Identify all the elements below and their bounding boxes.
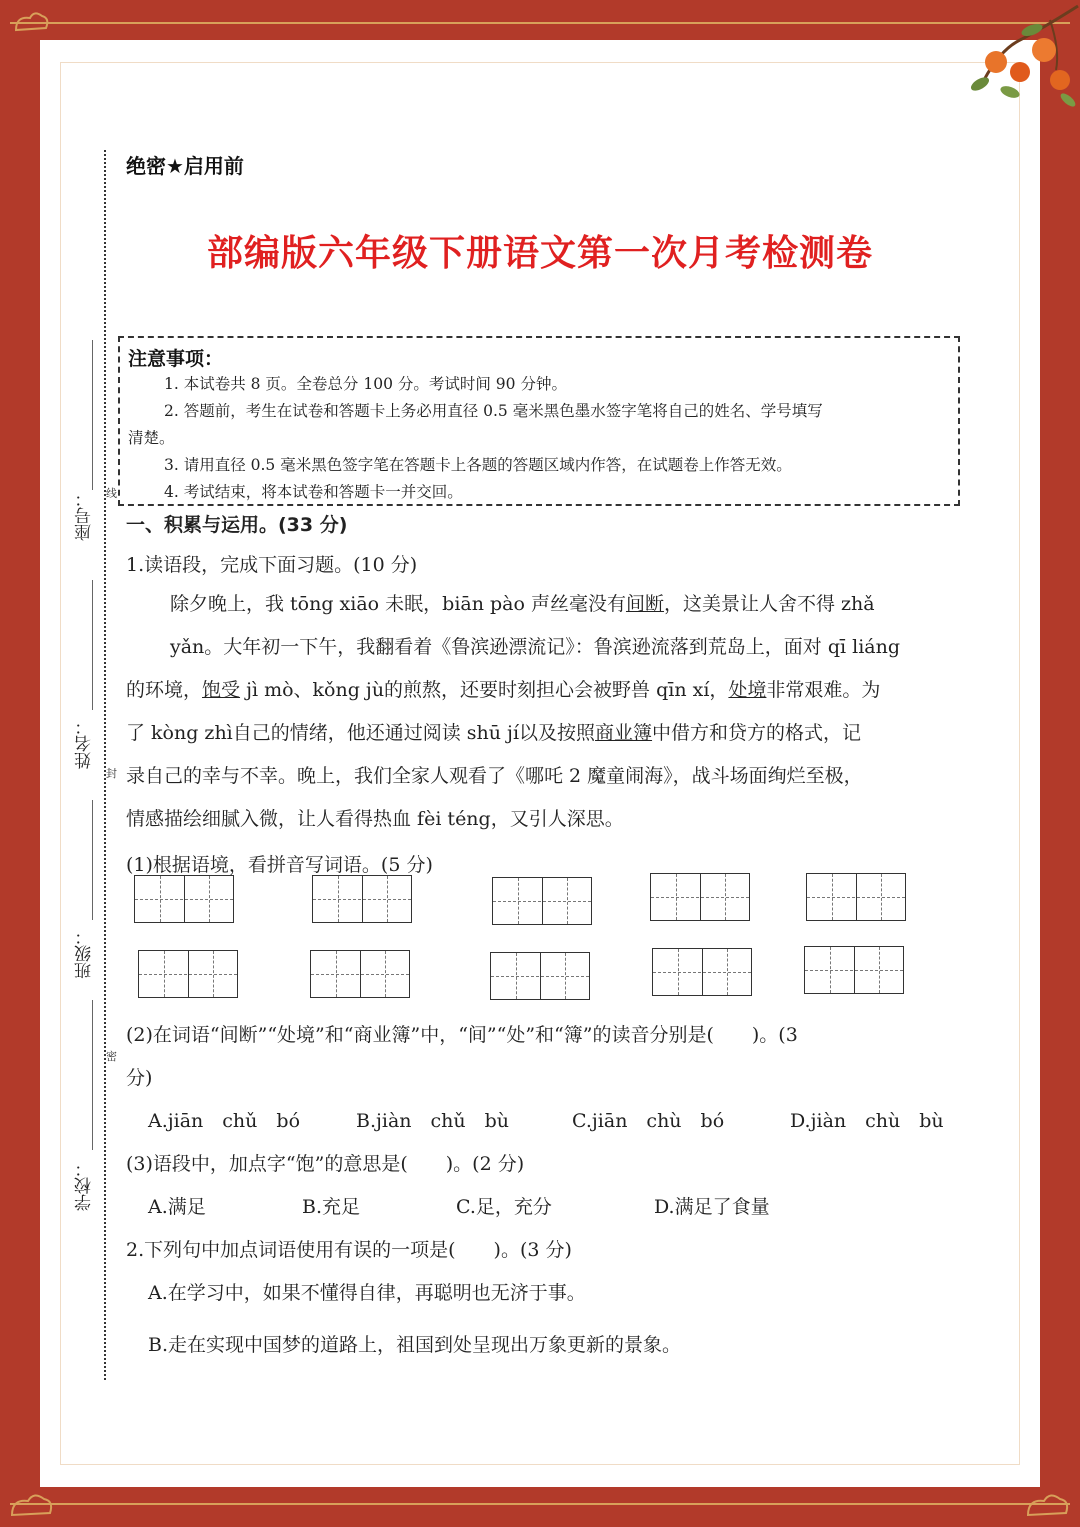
seat-rule <box>92 340 93 490</box>
sub-question-2-options <box>148 1106 978 1133</box>
notice-box <box>118 336 960 506</box>
sub-question-1: (1)根据语境，看拼音写词语。(5 分) <box>126 854 433 876</box>
secret-label: 绝密★启用前 <box>126 154 244 178</box>
notice-item: 2. 答题前，考生在试卷和答题卡上务必用直径 0.5 毫米黑色墨水签字笔将自己的姓名、学号填写 <box>164 402 823 420</box>
answer-grid[interactable] <box>804 946 904 994</box>
option-d[interactable]: D.jiàn chù bù <box>790 1110 944 1132</box>
notice-item: 3. 请用直径 0.5 毫米黑色签字笔在答题卡上各题的答题区域内作答，在试题卷上作答无效。 <box>164 456 792 474</box>
question-2-option-a[interactable]: A.在学习中，如果不懂得自律，再聪明也无济于事。 <box>148 1282 586 1304</box>
name-rule <box>92 580 93 710</box>
reading-passage: 除夕晚上，我 tōng xiāo 未眠，biān pào 声丝毫没有间断，这美景让人舍不得 zhǎ yǎn。大年初一下午，我翻看着《鲁滨逊漂流记》：鲁滨逊流落到荒岛上，面对 qī liáng 的环境，饱受 jì mò、kǒng jù的煎熬，还要时刻担心会被野兽 qīn xí，处境非常艰难。为 了 kòng zhì自己的情绪，他还通过阅读 shū jí以及按照商业簿中借方和贷方的格式，记 录自己的幸与不幸。晚上，我们全家人观看了《哪吒 2 魔童闹海》，战斗场面绚烂至极， 情感描绘细腻入微，让人看得热血 fèi téng，又引人深思。 <box>126 593 900 830</box>
frame-bottom-gold-line <box>10 1503 1070 1505</box>
question-2-option-b[interactable]: B.走在实现中国梦的道路上，祖国到处呈现出万象更新的景象。 <box>148 1334 682 1356</box>
class-label: 班级： <box>75 928 95 979</box>
notice-item: 1. 本试卷共 8 页。全卷总分 100 分。考试时间 90 分钟。 <box>164 375 567 393</box>
answer-grid[interactable] <box>652 948 752 996</box>
frame-top-gold-line <box>10 22 1070 24</box>
page-title: 部编版六年级下册语文第一次月考检测卷 <box>206 233 873 274</box>
option-a[interactable]: A.jiān chǔ bó <box>148 1110 301 1132</box>
question-2: 2.下列句中加点词语使用有误的一项是( )。(3 分) <box>126 1239 572 1261</box>
corner-cloud-icon <box>8 1487 58 1521</box>
answer-grid[interactable] <box>310 950 410 998</box>
answer-grid[interactable] <box>806 873 906 921</box>
option-a[interactable]: A.满足 <box>148 1196 206 1218</box>
notice-item: 4. 考试结束，将本试卷和答题卡一并交回。 <box>164 483 463 501</box>
corner-cloud-icon <box>12 8 52 38</box>
answer-grid[interactable] <box>134 875 234 923</box>
secret-mark: 密 <box>106 1050 117 1063</box>
school-label: 学校： <box>75 1160 95 1211</box>
option-c[interactable]: C.足，充分 <box>456 1196 552 1218</box>
option-d[interactable]: D.满足了食量 <box>654 1196 770 1218</box>
sub-question-3-options <box>148 1192 978 1219</box>
answer-grid[interactable] <box>138 950 238 998</box>
answer-grid[interactable] <box>312 875 412 923</box>
section-heading: 一、积累与运用。(33 分) <box>126 514 348 536</box>
answer-grid[interactable] <box>490 952 590 1000</box>
sub-question-2-cont: 分) <box>126 1067 153 1089</box>
line-mark: 线 <box>106 487 117 500</box>
option-b[interactable]: B.jiàn chǔ bù <box>356 1110 510 1132</box>
question-1: 1.读语段，完成下面习题。(10 分) <box>126 554 418 576</box>
notice-heading: 注意事项： <box>128 348 224 370</box>
school-rule <box>92 1000 93 1150</box>
persimmon-branch-icon <box>940 0 1080 110</box>
sub-question-3: (3)语段中，加点字“饱”的意思是( )。(2 分) <box>126 1153 525 1175</box>
option-b[interactable]: B.充足 <box>302 1196 361 1218</box>
notice-item: 清楚。 <box>128 429 175 447</box>
exam-paper <box>40 40 1040 1487</box>
class-rule <box>92 800 93 920</box>
seal-mark: 封 <box>106 767 117 780</box>
sub-question-2: (2)在词语“间断”“处境”和“商业簿”中，“间”“处”和“簿”的读音分别是( )。(3 <box>126 1024 798 1046</box>
answer-grid[interactable] <box>650 873 750 921</box>
answer-grid[interactable] <box>492 877 592 925</box>
name-label: 姓名： <box>75 718 95 769</box>
seat-label: 座号： <box>75 490 95 541</box>
option-c[interactable]: C.jiān chù bó <box>572 1110 725 1132</box>
corner-cloud-icon <box>1024 1487 1074 1521</box>
